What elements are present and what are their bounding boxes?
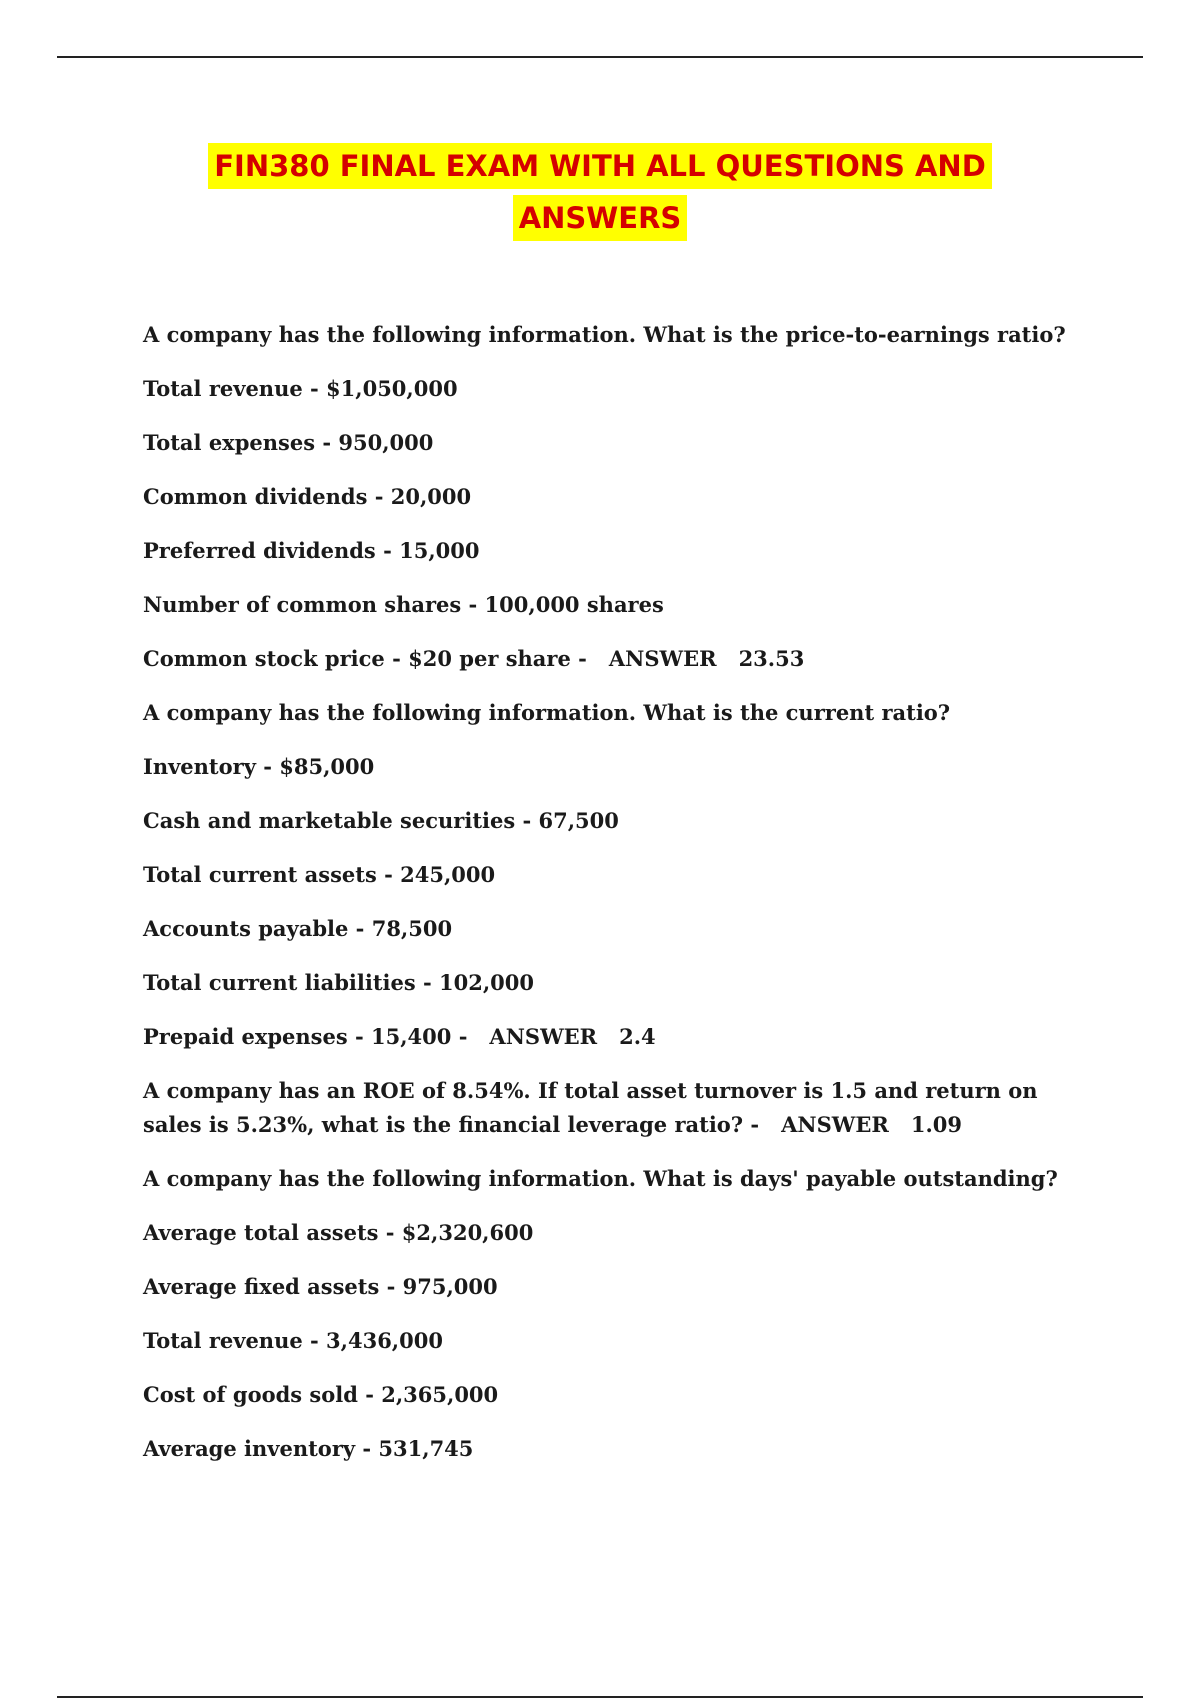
q1-question: A company has the following information. What is the price-to-earnings ratio? [143, 322, 1066, 347]
q4-item: Average total assets - $2,320,600 [143, 1220, 534, 1245]
footer-rule [57, 1696, 1143, 1698]
q1-item: Number of common shares - 100,000 shares [143, 592, 664, 617]
q1-item: Preferred dividends - 15,000 [143, 538, 480, 563]
q2-answer: 2.4 [619, 1024, 656, 1049]
q2-item: Cash and marketable securities - 67,500 [143, 808, 619, 833]
q2-item: Inventory - $85,000 [143, 754, 375, 779]
q3-answer-label: ANSWER [781, 1112, 889, 1137]
q2-item: Total current liabilities - 102,000 [143, 970, 535, 995]
q2-answer-label: ANSWER [489, 1024, 598, 1049]
q4-item: Total revenue - 3,436,000 [143, 1328, 443, 1353]
q4-item: Average inventory - 531,745 [143, 1436, 474, 1461]
q1-answer: 23.53 [738, 646, 805, 671]
q1-item: Total expenses - 950,000 [143, 430, 434, 455]
document-title [0, 140, 1200, 244]
q2-answer-line [143, 1020, 1083, 1054]
q2-item: Total current assets - 245,000 [143, 862, 496, 887]
q4-item: Cost of goods sold - 2,365,000 [143, 1382, 499, 1407]
title-line-1: FIN380 FINAL EXAM WITH ALL QUESTIONS AND [208, 143, 992, 189]
q2-item: Accounts payable - 78,500 [143, 916, 453, 941]
q1-answer-label: ANSWER [608, 646, 717, 671]
exam-content [143, 318, 1083, 1486]
q1-last-item: Common stock price - $20 per share - [143, 646, 587, 671]
title-line-2: ANSWERS [513, 195, 688, 241]
header-rule [57, 56, 1143, 58]
q3-answer: 1.09 [910, 1112, 962, 1137]
q2-question: A company has the following information. What is the current ratio? [143, 700, 951, 725]
q3-question-line [143, 1074, 1083, 1142]
q2-last-item: Prepaid expenses - 15,400 - [143, 1024, 468, 1049]
q1-item: Common dividends - 20,000 [143, 484, 472, 509]
q3-question: A company has an ROE of 8.54%. If total asset turnover is 1.5 and return on sales is 5.23%, what is the financial leverage ratio? - [143, 1078, 1045, 1137]
q4-question: A company has the following information. What is days' payable outstanding? [143, 1166, 1058, 1191]
q1-answer-line [143, 642, 1083, 676]
q1-item: Total revenue - $1,050,000 [143, 376, 458, 401]
q4-item: Average fixed assets - 975,000 [143, 1274, 498, 1299]
